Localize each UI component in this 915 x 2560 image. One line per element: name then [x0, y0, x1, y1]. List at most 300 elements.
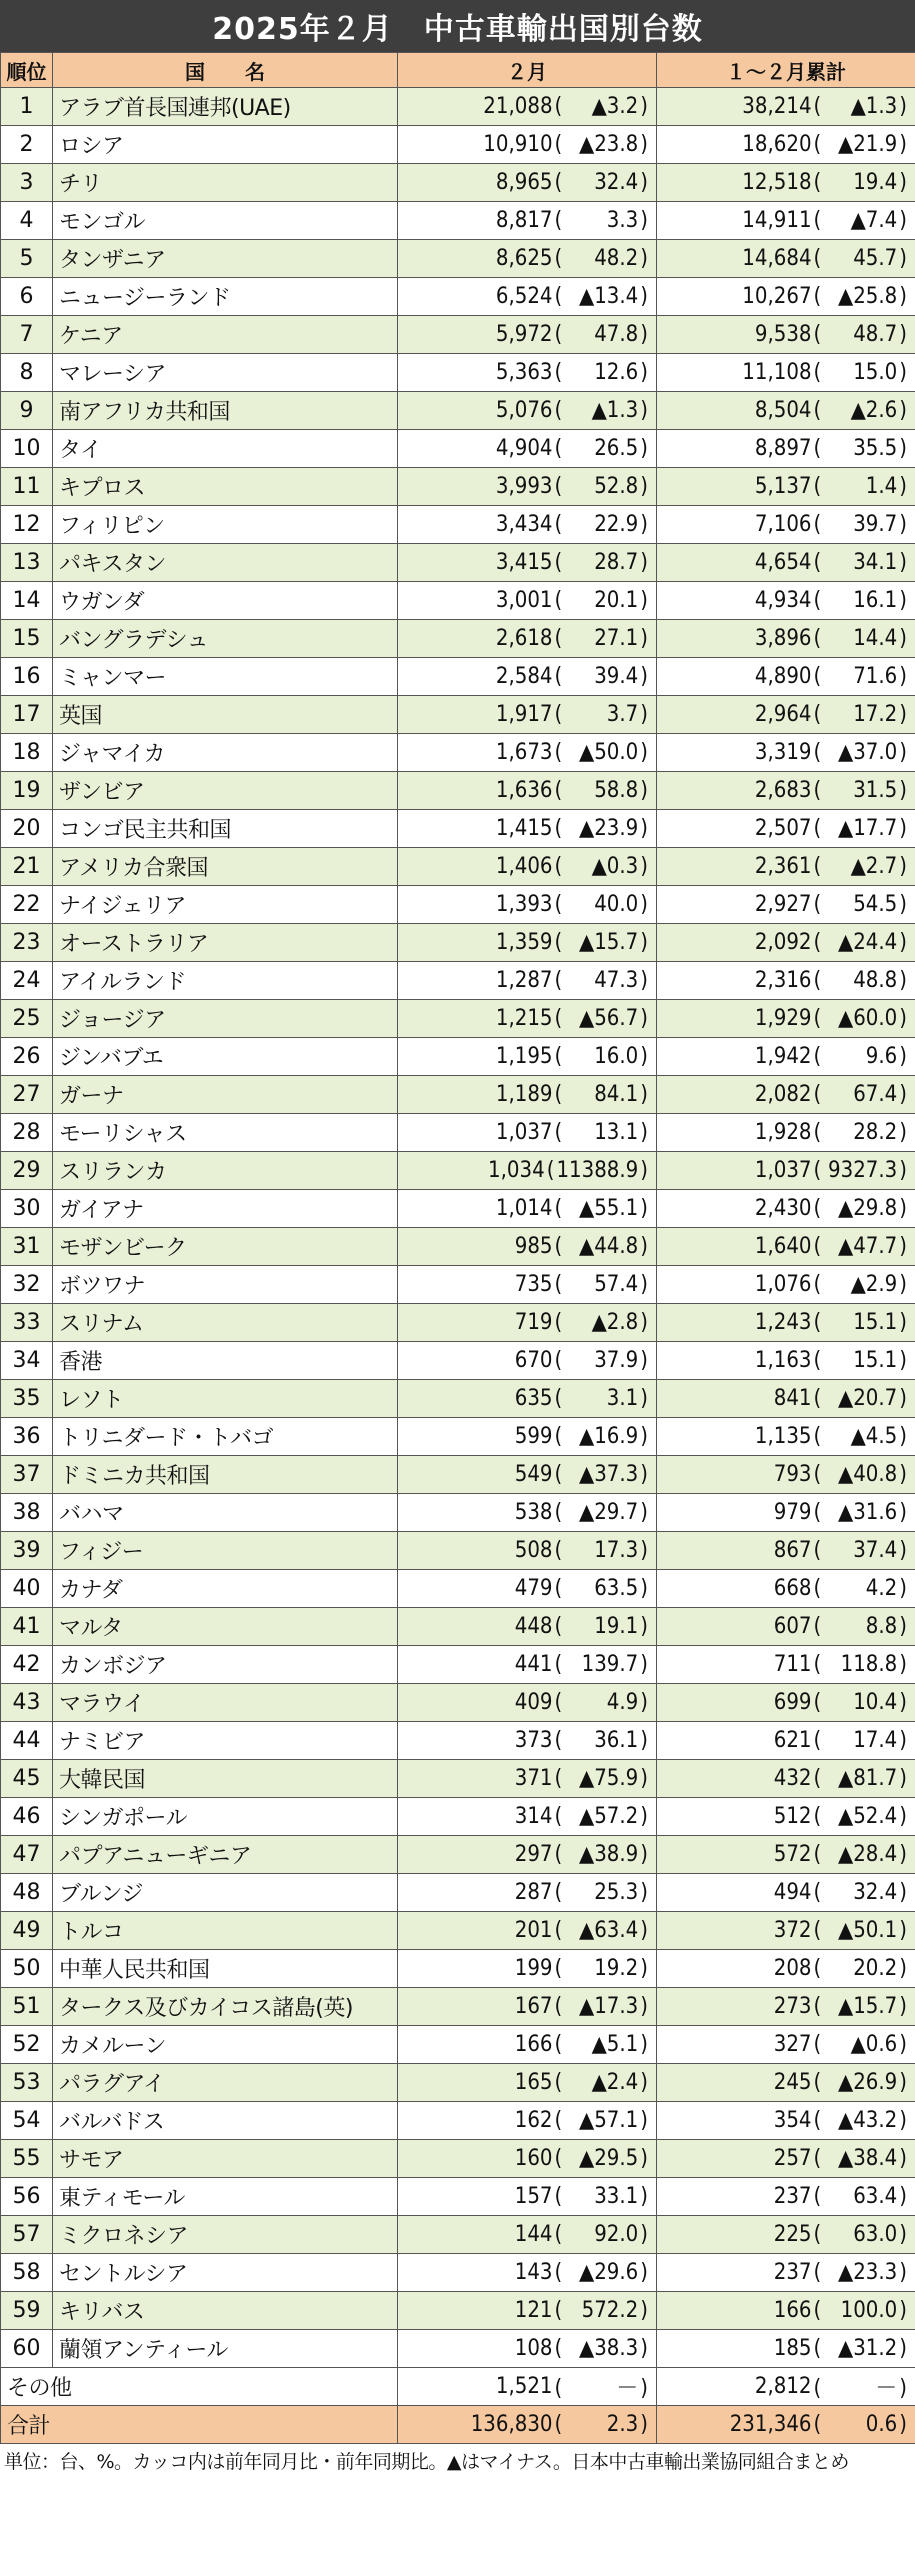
table-row [1, 430, 915, 468]
cum-cell-change: ( ▲24.4) [813, 930, 907, 955]
feb-cell-value: 108 [514, 2336, 553, 2361]
table-body [1, 88, 915, 2444]
cum-cell [657, 240, 915, 278]
table-row [1, 924, 915, 962]
change-value: 17.4 [853, 1728, 898, 1753]
cum-cell-change: ( 35.5) [813, 436, 907, 461]
change-value: ▲0.6 [850, 2032, 898, 2057]
cum-cell-change: ( ▲40.8) [813, 1462, 907, 1487]
cum-cell-value: 1,640 [754, 1234, 812, 1259]
country-cell: フィリピン [53, 506, 398, 544]
feb-cell-change: ( ▲1.3) [554, 398, 648, 423]
cum-cell-change: ( 45.7) [813, 246, 907, 271]
change-value: 20.1 [594, 588, 639, 613]
feb-cell [398, 1532, 657, 1570]
cum-cell [657, 1988, 915, 2026]
feb-cell-change: ( 139.7) [554, 1652, 648, 1677]
cum-cell-change: ( 63.0) [813, 2222, 907, 2247]
feb-cell-value: 160 [514, 2146, 553, 2171]
cum-cell-change: ( 10.4) [813, 1690, 907, 1715]
change-value: 45.7 [853, 246, 898, 271]
cum-cell-value: 166 [773, 2298, 812, 2323]
cum-cell [657, 1190, 915, 1228]
feb-cell-change: ( 47.8) [554, 322, 648, 347]
country-cell: ウガンダ [53, 582, 398, 620]
cum-cell-value: 225 [773, 2222, 812, 2247]
rank-cell: 59 [1, 2292, 53, 2330]
feb-cell [398, 848, 657, 886]
change-value: ▲28.4 [837, 1842, 898, 1867]
change-value: 20.2 [853, 1956, 898, 1981]
cum-cell [657, 696, 915, 734]
feb-cell-value: 719 [514, 1310, 553, 1335]
cum-cell [657, 2368, 915, 2406]
table-row [1, 2026, 915, 2064]
table-row [1, 1532, 915, 1570]
feb-cell-change: ( 39.4) [554, 664, 648, 689]
feb-cell-change: ( 33.1) [554, 2184, 648, 2209]
change-value: ▲3.2 [591, 94, 639, 119]
feb-cell-value: 3,415 [495, 550, 553, 575]
feb-cell [398, 1114, 657, 1152]
cum-cell-change: ( ▲2.6) [813, 398, 907, 423]
change-value: 22.9 [594, 512, 639, 537]
table-row [1, 544, 915, 582]
feb-cell-change: ( ▲37.3) [554, 1462, 648, 1487]
change-value: 572.2 [581, 2298, 639, 2323]
feb-cell-change: ( 48.2) [554, 246, 648, 271]
cum-cell-value: 432 [773, 1766, 812, 1791]
table-row [1, 1380, 915, 1418]
cum-cell [657, 1760, 915, 1798]
country-cell: 英国 [53, 696, 398, 734]
table-row [1, 772, 915, 810]
feb-cell [398, 1912, 657, 1950]
feb-cell-change: ( ▲57.1) [554, 2108, 648, 2133]
change-value: 92.0 [594, 2222, 639, 2247]
feb-cell [398, 1646, 657, 1684]
header-cumulative: １～２月累計 [657, 53, 915, 88]
country-cell: モザンビーク [53, 1228, 398, 1266]
cum-cell-value: 512 [773, 1804, 812, 1829]
table-row [1, 1456, 915, 1494]
cum-cell-change: ( 34.1) [813, 550, 907, 575]
feb-cell [398, 1000, 657, 1038]
cum-cell-change: ( ▲25.8) [813, 284, 907, 309]
table-row [1, 1304, 915, 1342]
feb-cell [398, 278, 657, 316]
rank-cell: 20 [1, 810, 53, 848]
cum-cell [657, 2292, 915, 2330]
cum-cell-change: ( 48.8) [813, 968, 907, 993]
change-value: ▲37.3 [578, 1462, 639, 1487]
feb-cell-change: ( 37.9) [554, 1348, 648, 1373]
rank-cell: 26 [1, 1038, 53, 1076]
feb-cell-value: 314 [514, 1804, 553, 1829]
feb-cell-value: 167 [514, 1994, 553, 2019]
cum-cell [657, 1912, 915, 1950]
feb-cell [398, 2178, 657, 2216]
cum-cell [657, 1722, 915, 1760]
feb-cell-change: ( 27.1) [554, 626, 648, 651]
total-row [1, 2406, 915, 2444]
rank-cell: 28 [1, 1114, 53, 1152]
cum-cell [657, 734, 915, 772]
cum-cell-value: 5,137 [754, 474, 812, 499]
cum-cell-value: 4,934 [754, 588, 812, 613]
cum-cell-change: ( 17.2) [813, 702, 907, 727]
cum-cell [657, 2140, 915, 2178]
change-value: ▲23.8 [578, 132, 639, 157]
feb-cell-value: 670 [514, 1348, 553, 1373]
feb-cell-value: 199 [514, 1956, 553, 1981]
feb-cell [398, 2368, 657, 2406]
change-value: 28.2 [853, 1120, 898, 1145]
cum-cell-value: 2,361 [754, 854, 812, 879]
feb-cell [398, 1988, 657, 2026]
table-row [1, 506, 915, 544]
change-value: ▲15.7 [578, 930, 639, 955]
rank-cell: 49 [1, 1912, 53, 1950]
table-row [1, 1874, 915, 1912]
feb-cell [398, 126, 657, 164]
cum-cell-change: ( ▲28.4) [813, 1842, 907, 1867]
cum-cell-change: ( ▲20.7) [813, 1386, 907, 1411]
change-value: ▲81.7 [837, 1766, 898, 1791]
feb-cell-value: 166 [514, 2032, 553, 2057]
feb-cell [398, 696, 657, 734]
feb-cell-change: ( －) [553, 2371, 656, 2402]
feb-cell-value: 121 [514, 2298, 553, 2323]
rank-cell: 18 [1, 734, 53, 772]
rank-cell: 14 [1, 582, 53, 620]
feb-cell-change: ( ▲50.0) [554, 740, 648, 765]
rank-cell: 30 [1, 1190, 53, 1228]
table-row [1, 1152, 915, 1190]
cum-cell [657, 1114, 915, 1152]
country-cell: パキスタン [53, 544, 398, 582]
cum-cell [657, 278, 915, 316]
feb-cell-value: 1,359 [495, 930, 553, 955]
feb-cell-value: 1,917 [495, 702, 553, 727]
feb-cell-change: ( ▲13.4) [554, 284, 648, 309]
feb-cell [398, 2140, 657, 2178]
feb-cell-change: ( 52.8) [554, 474, 648, 499]
footnote: 単位：台、%。カッコ内は前年同月比・前年同期比。▲はマイナス。日本中古車輸出業協同組合まとめ [4, 2450, 849, 2473]
change-value: 4.9 [606, 1690, 639, 1715]
cum-cell-value: 607 [773, 1614, 812, 1639]
cum-cell [657, 1000, 915, 1038]
change-value: 63.0 [853, 2222, 898, 2247]
feb-cell-value: 1,215 [495, 1006, 553, 1031]
change-value: 13.1 [594, 1120, 639, 1145]
feb-cell [398, 2064, 657, 2102]
feb-cell-change: ( 63.5) [554, 1576, 648, 1601]
cum-cell [657, 1532, 915, 1570]
cum-cell [657, 430, 915, 468]
feb-cell-value: 8,817 [495, 208, 553, 233]
feb-cell-change: ( ▲29.6) [554, 2260, 648, 2285]
cum-cell-value: 372 [773, 1918, 812, 1943]
table-row [1, 658, 915, 696]
rank-cell: 15 [1, 620, 53, 658]
country-cell: シンガポール [53, 1798, 398, 1836]
cum-cell-value: 7,106 [754, 512, 812, 537]
cum-cell-value: 2,964 [754, 702, 812, 727]
cum-cell-change: ( ▲17.7) [813, 816, 907, 841]
rank-cell: 29 [1, 1152, 53, 1190]
cum-cell-change: ( 28.2) [813, 1120, 907, 1145]
cum-cell [657, 2216, 915, 2254]
feb-cell-value: 448 [514, 1614, 553, 1639]
table-row [1, 1684, 915, 1722]
cum-cell-value: 2,316 [754, 968, 812, 993]
cum-cell-change: ( 9327.3) [813, 1158, 907, 1183]
change-value: ▲2.4 [591, 2070, 639, 2095]
feb-cell [398, 316, 657, 354]
feb-cell [398, 1874, 657, 1912]
cum-cell-value: 185 [773, 2336, 812, 2361]
country-cell: カンボジア [53, 1646, 398, 1684]
cum-cell-change: ( ▲81.7) [813, 1766, 907, 1791]
feb-cell [398, 2406, 657, 2444]
change-value: 139.7 [581, 1652, 639, 1677]
change-value: ▲4.5 [850, 1424, 898, 1449]
cum-cell-change: ( ▲0.6) [813, 2032, 907, 2057]
change-value: 63.5 [594, 1576, 639, 1601]
feb-cell [398, 1722, 657, 1760]
cum-cell-change: ( 14.4) [813, 626, 907, 651]
cum-cell-change: ( ▲31.6) [813, 1500, 907, 1525]
change-value: 9.6 [865, 1044, 898, 1069]
rank-cell: 10 [1, 430, 53, 468]
change-value: ▲44.8 [578, 1234, 639, 1259]
cum-cell-change: ( 37.4) [813, 1538, 907, 1563]
feb-cell-value: 599 [514, 1424, 553, 1449]
table-row [1, 2102, 915, 2140]
rank-cell: 55 [1, 2140, 53, 2178]
change-value: ▲56.7 [578, 1006, 639, 1031]
feb-cell-change: ( ▲29.5) [554, 2146, 648, 2171]
country-cell: 蘭領アンティール [53, 2330, 398, 2368]
other-label: その他 [1, 2368, 398, 2406]
change-value: ▲13.4 [578, 284, 639, 309]
cum-cell-change: ( 71.6) [813, 664, 907, 689]
feb-cell [398, 1304, 657, 1342]
cum-cell [657, 1456, 915, 1494]
cum-cell-change: ( 1.4) [813, 474, 907, 499]
feb-cell-value: 1,415 [495, 816, 553, 841]
cum-cell [657, 2102, 915, 2140]
feb-cell-change: (11388.9) [546, 1158, 648, 1183]
rank-cell: 11 [1, 468, 53, 506]
cum-cell [657, 1342, 915, 1380]
change-value: 54.5 [853, 892, 898, 917]
feb-cell-change: ( 12.6) [554, 360, 648, 385]
country-cell: オーストラリア [53, 924, 398, 962]
feb-cell [398, 1608, 657, 1646]
rank-cell: 56 [1, 2178, 53, 2216]
cum-cell-change: ( ▲1.3) [813, 94, 907, 119]
change-value: 57.4 [594, 1272, 639, 1297]
cum-cell-change: ( 4.2) [813, 1576, 907, 1601]
feb-cell-change: ( 17.3) [554, 1538, 648, 1563]
cum-cell-change: ( 100.0) [813, 2298, 907, 2323]
change-value: 33.1 [594, 2184, 639, 2209]
change-value: 0.6 [865, 2412, 898, 2437]
rank-cell: 12 [1, 506, 53, 544]
cum-cell-value: 979 [773, 1500, 812, 1525]
rank-cell: 23 [1, 924, 53, 962]
feb-cell-change: ( 40.0) [554, 892, 648, 917]
feb-cell-change: ( 28.7) [554, 550, 648, 575]
feb-cell [398, 1798, 657, 1836]
change-value: ▲7.4 [850, 208, 898, 233]
change-value: 19.2 [594, 1956, 639, 1981]
cum-cell [657, 924, 915, 962]
rank-cell: 43 [1, 1684, 53, 1722]
cum-cell-value: 18,620 [742, 132, 812, 157]
table-row [1, 354, 915, 392]
cum-cell-change: ( 19.4) [813, 170, 907, 195]
cum-cell-change: ( 0.6) [813, 2412, 907, 2437]
feb-cell [398, 354, 657, 392]
cum-cell-change: ( ▲4.5) [813, 1424, 907, 1449]
country-cell: ミャンマー [53, 658, 398, 696]
table-row [1, 164, 915, 202]
rank-cell: 51 [1, 1988, 53, 2026]
rank-cell: 45 [1, 1760, 53, 1798]
cum-cell-value: 38,214 [742, 94, 812, 119]
country-cell: 大韓民国 [53, 1760, 398, 1798]
cum-cell [657, 1570, 915, 1608]
feb-cell-change: ( ▲55.1) [554, 1196, 648, 1221]
change-value: 31.5 [853, 778, 898, 803]
cum-cell [657, 164, 915, 202]
other-row [1, 2368, 915, 2406]
feb-cell-change: ( ▲23.9) [554, 816, 648, 841]
feb-cell [398, 1684, 657, 1722]
cum-cell-value: 621 [773, 1728, 812, 1753]
feb-cell-value: 479 [514, 1576, 553, 1601]
feb-cell-value: 1,393 [495, 892, 553, 917]
cum-cell-change: ( ▲2.9) [813, 1272, 907, 1297]
change-value: ▲16.9 [578, 1424, 639, 1449]
change-value: 15.1 [853, 1348, 898, 1373]
cum-cell [657, 1494, 915, 1532]
cum-cell-change: ( 31.5) [813, 778, 907, 803]
feb-cell-value: 1,195 [495, 1044, 553, 1069]
cum-cell-value: 2,507 [754, 816, 812, 841]
country-cell: ロシア [53, 126, 398, 164]
feb-cell-change: ( ▲23.8) [554, 132, 648, 157]
change-value: ▲29.6 [578, 2260, 639, 2285]
feb-cell [398, 392, 657, 430]
feb-cell [398, 1228, 657, 1266]
feb-cell-value: 1,037 [495, 1120, 553, 1145]
cum-cell [657, 544, 915, 582]
country-cell: マラウイ [53, 1684, 398, 1722]
table-row [1, 886, 915, 924]
rank-cell: 47 [1, 1836, 53, 1874]
feb-cell-value: 5,076 [495, 398, 553, 423]
feb-cell [398, 1152, 657, 1190]
feb-cell [398, 468, 657, 506]
feb-cell [398, 1494, 657, 1532]
table-row [1, 2178, 915, 2216]
change-value: 3.7 [606, 702, 639, 727]
country-cell: ジンバブエ [53, 1038, 398, 1076]
change-value: ▲1.3 [850, 94, 898, 119]
cum-cell-change: ( ▲50.1) [813, 1918, 907, 1943]
cum-cell-change: ( ▲23.3) [813, 2260, 907, 2285]
cum-cell-change: ( 9.6) [813, 1044, 907, 1069]
feb-cell-change: ( ▲29.7) [554, 1500, 648, 1525]
change-value: ▲0.3 [591, 854, 639, 879]
cum-cell-value: 8,897 [754, 436, 812, 461]
feb-cell-change: ( 47.3) [554, 968, 648, 993]
change-value: ▲24.4 [837, 930, 898, 955]
change-value: 16.1 [853, 588, 898, 613]
change-value: 32.4 [853, 1880, 898, 1905]
change-value: ▲2.6 [850, 398, 898, 423]
change-value: ▲31.2 [837, 2336, 898, 2361]
country-cell: チリ [53, 164, 398, 202]
feb-cell-change: ( 3.7) [554, 702, 648, 727]
cum-cell [657, 1874, 915, 1912]
cum-cell [657, 354, 915, 392]
country-cell: 東ティモール [53, 2178, 398, 2216]
table-row [1, 810, 915, 848]
cum-cell-value: 3,319 [754, 740, 812, 765]
change-value: 17.2 [853, 702, 898, 727]
cum-cell-value: 793 [773, 1462, 812, 1487]
feb-cell-change: ( 92.0) [554, 2222, 648, 2247]
cum-cell-value: 1,076 [754, 1272, 812, 1297]
change-value: 32.4 [594, 170, 639, 195]
country-cell: ケニア [53, 316, 398, 354]
country-cell: パラグアイ [53, 2064, 398, 2102]
change-value: ▲23.9 [578, 816, 639, 841]
rank-cell: 17 [1, 696, 53, 734]
feb-cell [398, 886, 657, 924]
country-cell: フィジー [53, 1532, 398, 1570]
change-value: 47.3 [594, 968, 639, 993]
table-row [1, 1950, 915, 1988]
feb-cell [398, 2216, 657, 2254]
table-row [1, 620, 915, 658]
feb-cell-value: 635 [514, 1386, 553, 1411]
cum-cell [657, 1380, 915, 1418]
rank-cell: 52 [1, 2026, 53, 2064]
feb-cell-value: 508 [514, 1538, 553, 1563]
country-cell: ガーナ [53, 1076, 398, 1114]
cum-cell [657, 1684, 915, 1722]
country-cell: 中華人民共和国 [53, 1950, 398, 1988]
rank-cell: 21 [1, 848, 53, 886]
feb-cell-value: 441 [514, 1652, 553, 1677]
table-row [1, 1342, 915, 1380]
feb-cell [398, 2026, 657, 2064]
cum-cell [657, 620, 915, 658]
change-value: 39.4 [594, 664, 639, 689]
cum-cell-change: ( 48.7) [813, 322, 907, 347]
cum-cell-value: 2,812 [754, 2374, 812, 2399]
feb-cell-change: ( 16.0) [554, 1044, 648, 1069]
rank-cell: 22 [1, 886, 53, 924]
change-value: 37.4 [853, 1538, 898, 1563]
feb-cell [398, 658, 657, 696]
